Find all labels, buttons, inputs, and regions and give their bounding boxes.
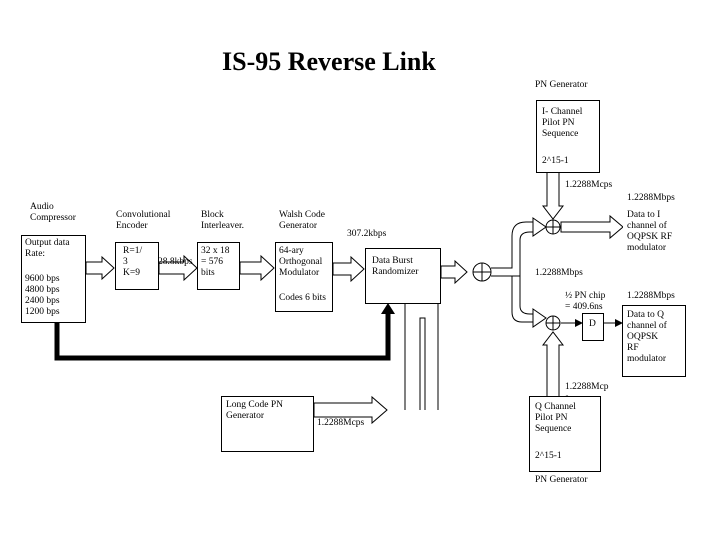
i-output-label: Data to I channel of OQPSK RF modulator <box>627 210 673 253</box>
i-output-rate: 1.2288Mbps <box>627 193 675 203</box>
rate-307-2-label: 307.2kbps <box>347 229 387 239</box>
split-upper <box>491 222 533 268</box>
q-mixer <box>546 316 560 330</box>
delay-label: D <box>589 319 596 329</box>
output-rate-label: Output data Rate: <box>25 238 70 259</box>
rate-control-path <box>57 312 388 358</box>
q-pn-to-mixer <box>543 332 563 396</box>
arrow-interleaver-to-walsh <box>240 256 274 280</box>
arrow-audio-to-conv <box>86 257 114 279</box>
rate-28-8-label: 28.8kbps <box>158 257 193 267</box>
i-chip-rate: 1.2288Mcps <box>565 180 613 190</box>
interleaver-size: 32 x 18 = 576 bits <box>201 246 230 278</box>
q-channel-length: 2^15-1 <box>535 451 562 461</box>
page-title: IS-95 Reverse Link <box>222 47 436 76</box>
mixer-output-rate: 1.2288Mbps <box>535 268 583 278</box>
pn-generator-top-label: PN Generator <box>535 80 588 90</box>
walsh-generator-label: Walsh Code Generator <box>279 210 325 231</box>
orthogonal-modulator-label: 64-ary Orthogonal Modulator <box>279 246 323 278</box>
long-code-generator-label: Long Code PN Generator <box>226 400 283 421</box>
arrow-dbr-to-mixer <box>441 261 467 283</box>
half-chip-delay-label: ½ PN chip = 409.6ns <box>565 291 606 312</box>
q-output-label: Data to Q channel of OQPSK RF modulator <box>627 310 667 364</box>
split-lower-head <box>533 309 546 327</box>
codes-label: Codes 6 bits <box>279 293 326 303</box>
rate-control-arrowhead <box>381 303 395 314</box>
i-output-arrow <box>561 216 623 238</box>
i-channel-pn-label: I- Channel Pilot PN Sequence <box>542 107 583 139</box>
i-pn-to-mixer <box>543 173 563 219</box>
conv-encoder-label: Convolutional Encoder <box>116 210 171 231</box>
split-lower <box>491 276 533 322</box>
block-interleaver-label: Block Interleaver. <box>201 210 244 231</box>
audio-compressor-label: Audio Compressor <box>30 202 76 223</box>
split-lower-inner <box>520 276 533 314</box>
data-burst-randomizer-label: Data Burst Randomizer <box>372 256 419 277</box>
q-chip-rate: 1.2288Mcp <box>565 382 609 392</box>
split-upper-head <box>533 218 546 236</box>
pn-generator-bottom-label: PN Generator <box>535 475 588 485</box>
long-code-chip-rate: 1.2288Mcps <box>317 418 365 428</box>
i-mixer <box>546 220 560 234</box>
q-channel-pn-label: Q Channel Pilot PN Sequence <box>535 402 576 434</box>
center-mixer <box>473 263 491 281</box>
arrow-walsh-to-dbr <box>333 257 364 281</box>
i-channel-length: 2^15-1 <box>542 156 569 166</box>
conv-encoder-params: R=1/ 3 K=9 <box>123 246 143 278</box>
q-output-rate: 1.2288Mbps <box>627 291 675 301</box>
data-rates-list: 9600 bps 4800 bps 2400 bps 1200 bps <box>25 274 60 317</box>
longcode-riser <box>405 303 438 410</box>
